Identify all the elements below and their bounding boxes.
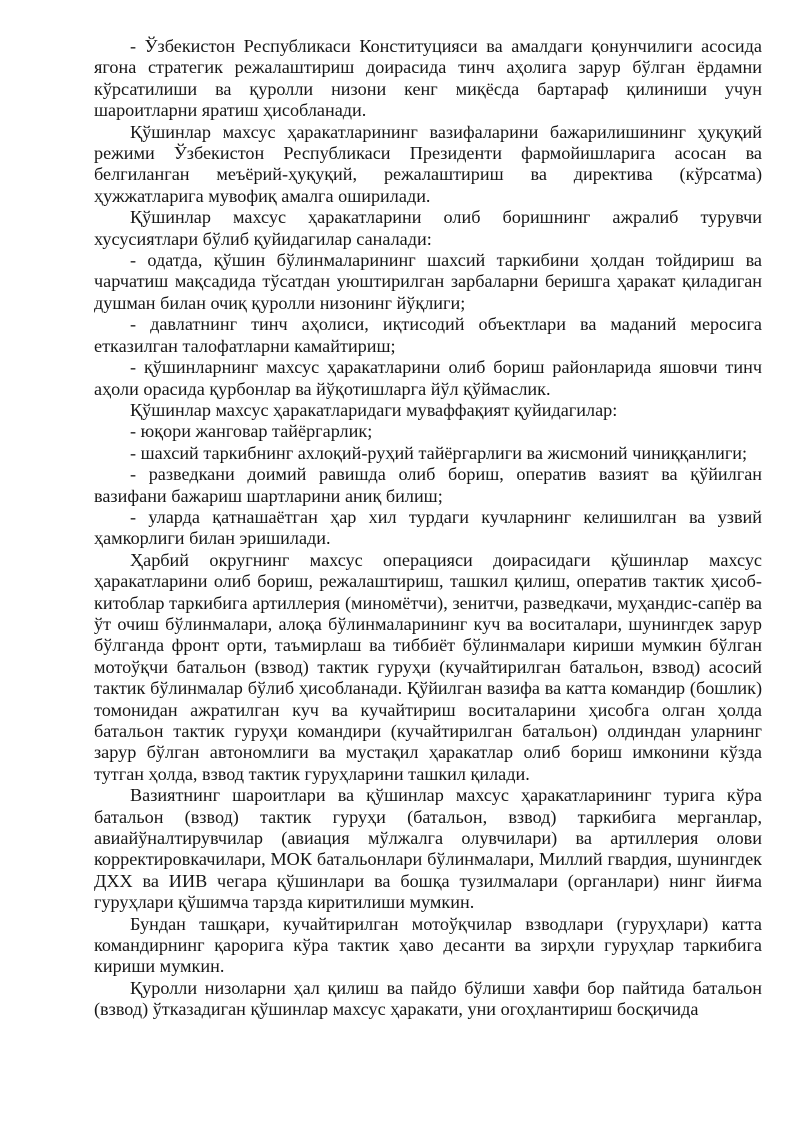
paragraph-legal-regime: Қўшинлар махсус ҳаракатларининг вазифаларини бажарилишининг ҳуқуқий режими Ўзбекистон Республикаси Президенти фармойишларига асосан ва белгиланган меъёрий-ҳуқуқий, режалаштириш ва директива (кўрсатма) ҳужжатларига мувофиқ амалга оширилади. <box>94 121 762 206</box>
list-item-no-open-conflict: - одатда, қўшин бўлинмаларининг шахсий таркибини ҳолдан тойдириш ва чарчатиш мақсадида тўсатдан уюштирилган зарбаларни беришга ҳаракат қиладиган душман билан очиқ қуролли низонинг йўқлиги; <box>94 250 762 313</box>
list-item-cooperation: - уларда қатнашаётган ҳар хил турдаги кучларнинг келишилган ва узвий ҳамкорлиги билан эришилади. <box>94 506 762 549</box>
paragraph-tactical-group: Ҳарбий округнинг махсус операцияси доирасидаги қўшинлар махсус ҳаракатларини олиб бориш, режалаштириш, ташкил қилиш, оператив тактик ҳисоб-китоблар таркибига артиллерия (миномётчи), зенитчи, разведкачи, муҳандис-сапёр ва ўт очиш бўлинмалари, алоқа бўлинмаларининг куч ва воситалари, шунингдек зарур бўлганда фронт орти, таъмирлаш ва тиббиёт бўлинмалари кириши мумкин бўлган мотоўқчи батальон (взвод) тактик гуруҳи (кучайтирилган батальон, взвод) асосий тактик бўлинмалар бўлиб ҳисобланади. Қўйилган вазифа ва катта командир (бошлик) томонидан ажратилган куч ва кучайтириш воситаларини ҳисобга олган ҳолда батальон тактик гуруҳи командири (кучайтирилган батальон) олдиндан уларнинг зарур бўлган автономлиги ва мустақил ҳаракатлар олиб бориш имконини кўзда тутган ҳолда, взвод тактик гуруҳларини ташкил қилади. <box>94 549 762 784</box>
paragraph-air-assault: Бундан ташқари, кучайтирилган мотоўқчилар взводлари (гуруҳлари) катта командирнинг қарорига кўра тактик ҳаво десанти ва зирҳли гуруҳлар таркибига кириши мумкин. <box>94 913 762 977</box>
list-item-combat-readiness: - юқори жанговар тайёргарлик; <box>130 421 373 442</box>
paragraph-conflict-resolution: Қуролли низоларни ҳал қилиш ва пайдо бўлиши хавфи бор пайтида батальон (взвод) ўтказадиган қўшинлар махсус ҳаракати, уни огоҳлантириш босқичида <box>94 977 762 1020</box>
paragraph-success-factors: Қўшинлар махсус ҳаракатларидаги муваффақият қуйидагилар: <box>130 399 618 420</box>
list-item-reconnaissance: - разведкани доимий равишда олиб бориш, оператив вазият ва қўйилган вазифани бажариш шартларини аниқ билиш; <box>94 464 762 506</box>
paragraph-goal-conditions: - Ўзбекистон Республикаси Конституцияси ва амалдаги қонунчилиги асосида ягона стратегик режалаштириш доирасида тинч аҳолига зарур бўлган ёрдамни кўрсатилиши ва қуролли низони кенг миқёсда бартараф қилиниши учун шароитларни яратиш ҳисобланади. <box>94 36 762 121</box>
list-item-no-civilian-casualties: - қўшинларнинг махсус ҳаракатларини олиб бориш районларида яшовчи тинч аҳоли орасида қурбонлар ва йўқотишларга йўл қўймаслик. <box>94 357 762 399</box>
paragraph-distinctive-features: Қўшинлар махсус ҳаракатларини олиб боришнинг ажралиб турувчи хусусиятлари бўлиб қуйидагилар саналади: <box>94 207 762 249</box>
document-body <box>94 36 762 1021</box>
paragraph-group-composition: Вазиятнинг шароитлари ва қўшинлар махсус ҳаракатларининг турига кўра батальон (взвод) тактик гуруҳи (батальон, взвод) таркибига мерганлар, авиайўналтирувчилар (авиация мўлжалга олувчилари) ва артиллерия олови корректировкачилари, МОК батальонлари бўлинмалари, Миллий гвардия, шунингдек ДХХ ва ИИВ чегара қўшинлари ва бошқа тузилмалари (органлари) нинг йиғма гуруҳлари қўшимча тарзда киритилиши мумкин. <box>94 785 762 913</box>
list-item-moral-readiness: - шахсий таркибнинг ахлоқий-руҳий тайёргарлиги ва жисмоний чиниққанлиги; <box>130 442 748 463</box>
list-item-reduce-damage: - давлатнинг тинч аҳолиси, иқтисодий объектлари ва маданий меросига етказилган талофатларни камайтириш; <box>94 314 762 356</box>
